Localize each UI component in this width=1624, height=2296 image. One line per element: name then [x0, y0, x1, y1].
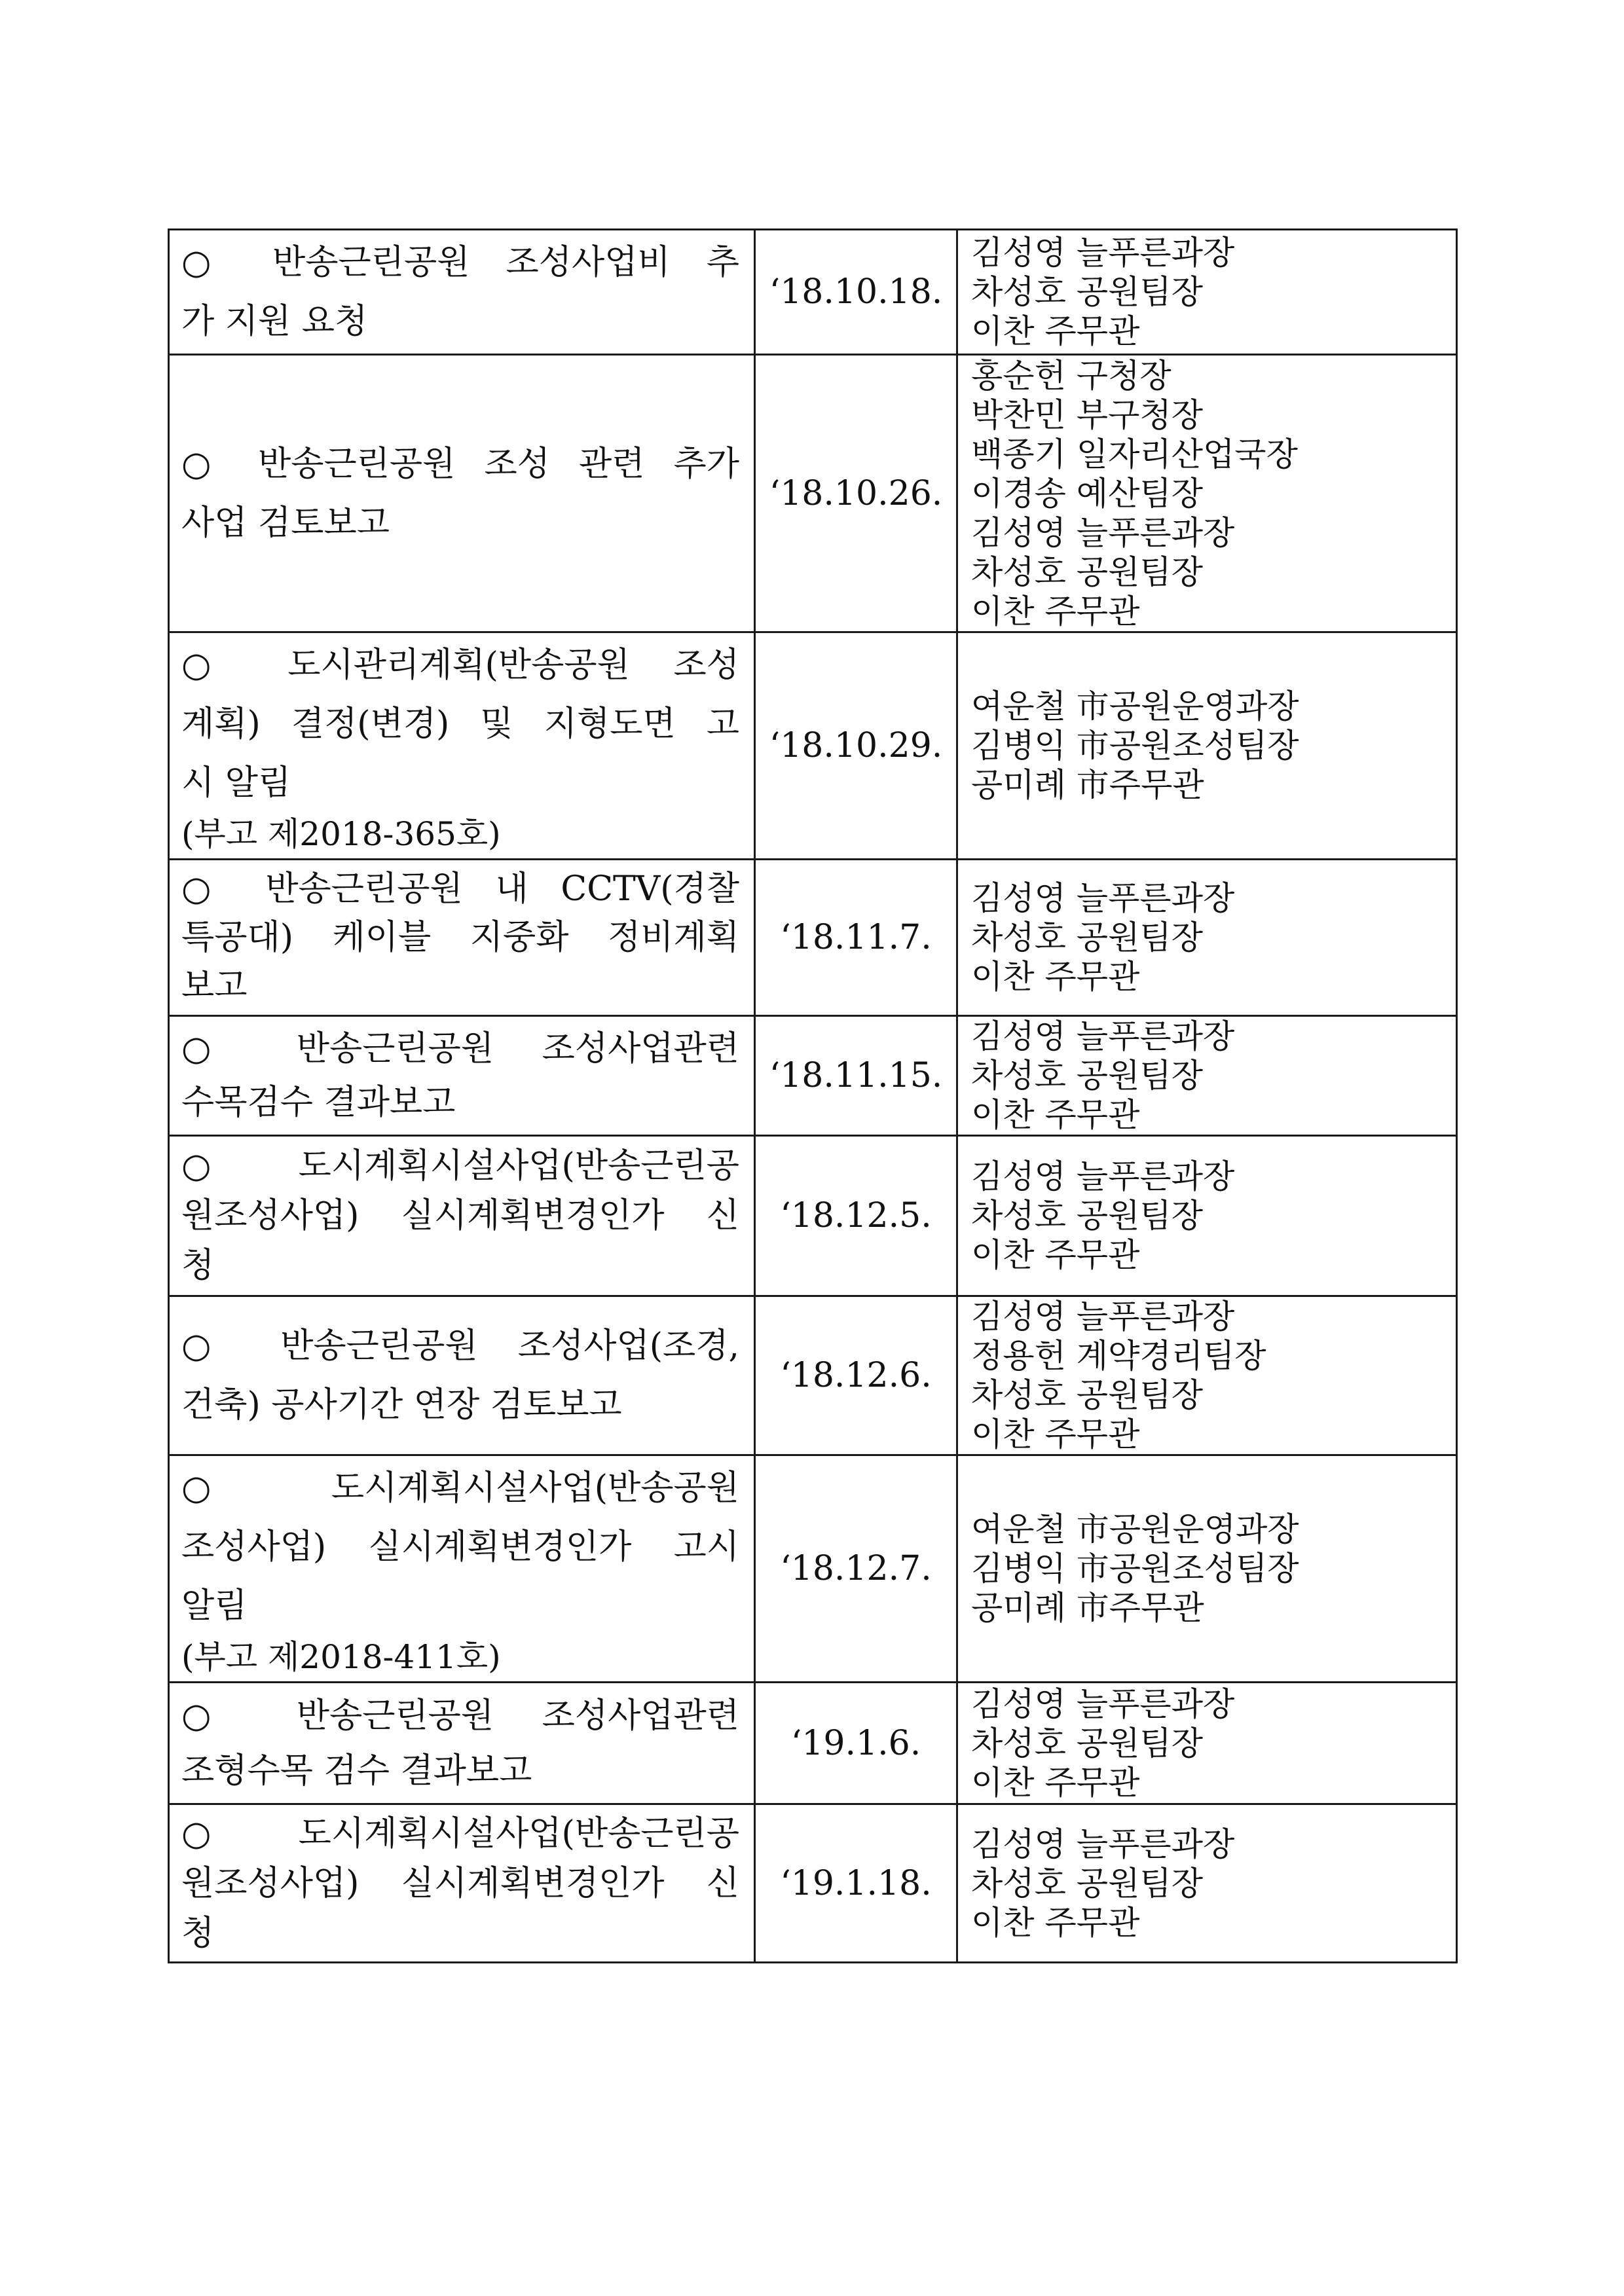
- table-row: [169, 1683, 1457, 1804]
- item-title-line: 알림: [181, 1586, 248, 1626]
- table-row: [169, 1136, 1457, 1296]
- person-entry: 이찬 주무관: [971, 958, 1140, 996]
- person-entry: 공미례 市주무관: [971, 766, 1204, 804]
- item-people-cell: [957, 632, 1457, 860]
- person-entry: 홍순헌 구청장: [971, 356, 1172, 395]
- item-title-line: 시 알림: [181, 763, 291, 803]
- person-entry: 차성호 공원팀장: [971, 919, 1203, 957]
- item-title-line: 원조성사업) 실시계획변경인가 신: [181, 1863, 739, 1903]
- item-date: ‘18.11.7.: [755, 860, 957, 1016]
- item-title-line: 계획) 결정(변경) 및 지형도면 고: [181, 704, 739, 744]
- person-entry: 여운철 市공원운영과장: [971, 1510, 1299, 1548]
- records-table: [168, 228, 1458, 1963]
- item-title-cell: [169, 860, 755, 1016]
- table-row: [169, 860, 1457, 1016]
- person-entry: 박찬민 부구청장: [971, 395, 1203, 434]
- item-people-cell: [957, 355, 1457, 632]
- person-entry: 이찬 주무관: [971, 1903, 1140, 1942]
- person-entry: 차성호 공원팀장: [971, 553, 1203, 591]
- item-people-cell: [957, 1136, 1457, 1296]
- item-people-cell: [957, 1296, 1457, 1455]
- item-date: ‘18.10.26.: [755, 355, 957, 632]
- item-date: ‘18.12.6.: [755, 1296, 957, 1455]
- item-people-cell: [957, 1455, 1457, 1683]
- notice-number: (부고 제2018-411호): [181, 1638, 501, 1676]
- item-people-cell: [957, 1683, 1457, 1804]
- item-people-cell: [957, 1016, 1457, 1136]
- item-people-cell: [957, 230, 1457, 355]
- item-date: ‘18.11.15.: [755, 1016, 957, 1136]
- person-entry: 차성호 공원팀장: [971, 273, 1203, 311]
- person-entry: 김성영 늘푸른과장: [971, 1825, 1235, 1863]
- table-row: [169, 230, 1457, 355]
- person-entry: 차성호 공원팀장: [971, 1197, 1203, 1235]
- item-title-line: 수목검수 결과보고: [181, 1083, 456, 1122]
- person-entry: 이찬 주무관: [971, 592, 1140, 630]
- item-title-line: ○ 반송근린공원 내 CCTV(경찰: [181, 869, 739, 909]
- person-entry: 백종기 일자리산업국장: [971, 435, 1298, 473]
- notice-number: (부고 제2018-365호): [181, 815, 501, 853]
- person-entry: 김성영 늘푸른과장: [971, 513, 1235, 552]
- item-title-cell: [169, 632, 755, 860]
- item-people-cell: [957, 860, 1457, 1016]
- person-entry: 차성호 공원팀장: [971, 1724, 1203, 1762]
- item-title-line: ○ 도시관리계획(반송공원 조성: [181, 646, 739, 685]
- item-title-cell: [169, 1016, 755, 1136]
- item-title-cell: [169, 1804, 755, 1963]
- item-date: ‘18.12.7.: [755, 1455, 957, 1683]
- item-date: ‘18.12.5.: [755, 1136, 957, 1296]
- item-title-line: ○ 반송근린공원 조성사업관련: [181, 1029, 739, 1068]
- item-title-line: 청: [181, 1913, 215, 1953]
- item-title-line: 사업 검토보고: [181, 503, 390, 543]
- item-title-line: 보고: [181, 966, 248, 1006]
- item-title-cell: [169, 230, 755, 355]
- person-entry: 이찬 주무관: [971, 1415, 1140, 1453]
- person-entry: 여운철 市공원운영과장: [971, 687, 1299, 725]
- person-entry: 김병익 市공원조성팀장: [971, 1550, 1299, 1588]
- person-entry: 김성영 늘푸른과장: [971, 879, 1235, 917]
- item-title-line: ○ 반송근린공원 조성사업관련: [181, 1696, 739, 1736]
- person-entry: 이찬 주무관: [971, 1236, 1140, 1274]
- item-title-line: 조형수목 검수 결과보고: [181, 1751, 532, 1791]
- table-row: [169, 1455, 1457, 1683]
- table-row: [169, 355, 1457, 632]
- item-title-line: ○ 도시계획시설사업(반송근린공: [181, 1813, 739, 1853]
- item-title-line: 가 지원 요청: [181, 302, 368, 341]
- item-title-line: ○ 반송근린공원 조성사업비 추: [181, 243, 739, 282]
- item-title-line: ○ 반송근린공원 조성사업(조경,: [181, 1326, 739, 1366]
- table-row: [169, 1296, 1457, 1455]
- item-title-cell: [169, 1136, 755, 1296]
- item-title-line: 청: [181, 1246, 215, 1285]
- person-entry: 김성영 늘푸른과장: [971, 234, 1235, 272]
- item-title-line: ○ 도시계획시설사업(반송근린공: [181, 1146, 739, 1186]
- person-entry: 차성호 공원팀장: [971, 1864, 1203, 1903]
- table-row: [169, 632, 1457, 860]
- person-entry: 차성호 공원팀장: [971, 1376, 1203, 1414]
- item-title-line: ○ 도시계획시설사업(반송공원: [181, 1468, 739, 1508]
- item-title-line: ○ 반송근린공원 조성 관련 추가: [181, 444, 739, 484]
- item-title-line: 조성사업) 실시계획변경인가 고시: [181, 1527, 739, 1567]
- person-entry: 이찬 주무관: [971, 1763, 1140, 1802]
- person-entry: 김성영 늘푸른과장: [971, 1157, 1235, 1195]
- item-title-cell: [169, 1455, 755, 1683]
- person-entry: 이경송 예산팀장: [971, 474, 1203, 513]
- person-entry: 이찬 주무관: [971, 312, 1140, 350]
- person-entry: 김병익 市공원조성팀장: [971, 727, 1299, 765]
- item-title-line: 건축) 공사기간 연장 검토보고: [181, 1385, 622, 1425]
- person-entry: 이찬 주무관: [971, 1096, 1140, 1134]
- person-entry: 김성영 늘푸른과장: [971, 1298, 1235, 1336]
- person-entry: 공미례 市주무관: [971, 1589, 1204, 1627]
- person-entry: 차성호 공원팀장: [971, 1057, 1203, 1095]
- item-title-cell: [169, 355, 755, 632]
- item-people-cell: [957, 1804, 1457, 1963]
- item-title-line: 원조성사업) 실시계획변경인가 신: [181, 1196, 739, 1235]
- person-entry: 김성영 늘푸른과장: [971, 1685, 1235, 1723]
- item-title-cell: [169, 1296, 755, 1455]
- item-title-cell: [169, 1683, 755, 1804]
- item-date: ‘18.10.29.: [755, 632, 957, 860]
- person-entry: 정용헌 계약경리팀장: [971, 1337, 1266, 1375]
- person-entry: 김성영 늘푸른과장: [971, 1017, 1235, 1055]
- item-date: ‘18.10.18.: [755, 230, 957, 355]
- item-date: ‘19.1.18.: [755, 1804, 957, 1963]
- table-row: [169, 1016, 1457, 1136]
- item-date: ‘19.1.6.: [755, 1683, 957, 1804]
- item-title-line: 특공대) 케이블 지중화 정비계획: [181, 918, 739, 957]
- table-row: [169, 1804, 1457, 1963]
